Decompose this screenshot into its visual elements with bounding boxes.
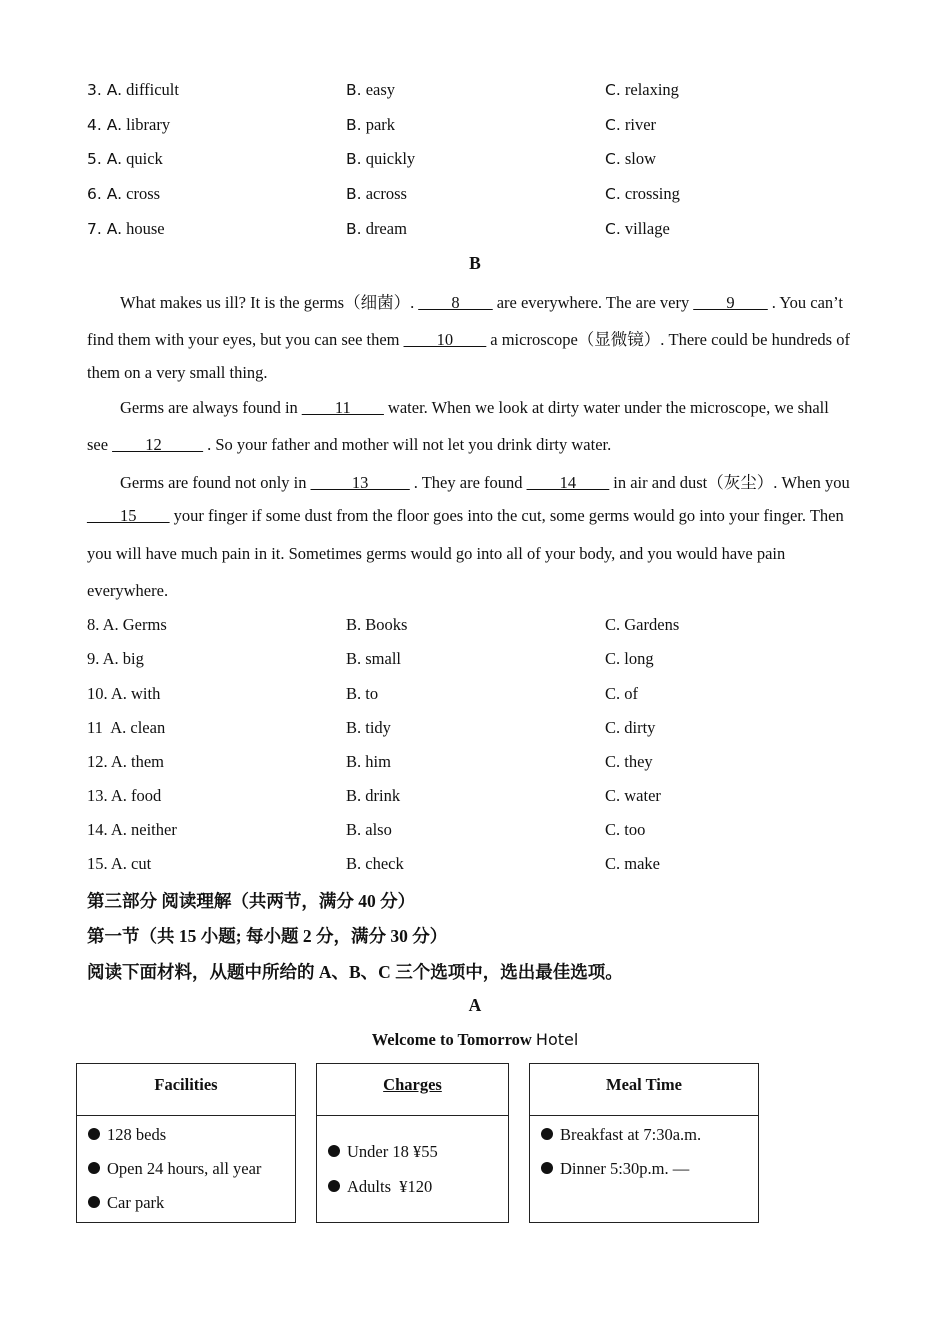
bullet-icon: [88, 1128, 100, 1140]
blank-11[interactable]: ____11____: [301, 398, 384, 417]
option-3b[interactable]: easy: [365, 80, 396, 99]
blank-9[interactable]: ____9____: [693, 293, 768, 312]
option-row-3: 3. A. difficult B. easy C. relaxing: [87, 80, 679, 99]
bullet-icon: [541, 1128, 553, 1140]
section-heading: 第三部分 阅读理解（共两节，满分 40 分）: [87, 891, 416, 911]
option-12c[interactable]: C. they: [605, 752, 653, 771]
charges-header: Charges: [317, 1064, 508, 1116]
passage-line: see ____12_____ . So your father and mother will not let you drink dirty water.: [87, 435, 612, 454]
bullet-icon: [541, 1162, 553, 1174]
option-row-10: [87, 684, 887, 708]
option-5a[interactable]: quick: [126, 149, 163, 168]
facilities-table: [76, 1063, 296, 1223]
option-7b[interactable]: dream: [365, 219, 407, 238]
option-15a[interactable]: 15. A. cut: [87, 854, 152, 873]
option-7c[interactable]: village: [624, 219, 670, 238]
blank-15[interactable]: ____15____: [87, 506, 170, 525]
passage-line: you will have much pain in it. Sometimes germs would go into all of your body, and you would have pain: [87, 544, 786, 563]
option-row-6: 6. A. cross B. across C. crossing: [87, 184, 680, 203]
facilities-header: Facilities: [77, 1064, 295, 1116]
option-13b[interactable]: B. drink: [346, 786, 401, 805]
charges-table: [316, 1063, 509, 1223]
option-11a[interactable]: 11 A. clean: [87, 718, 166, 737]
passage-line: them on a very small thing.: [87, 363, 268, 382]
option-7a[interactable]: house: [126, 219, 165, 238]
charge-item: Under 18 ¥55: [328, 1142, 438, 1162]
option-row-14: [87, 820, 887, 844]
bullet-icon: [88, 1162, 100, 1174]
section-b-title: B: [469, 253, 481, 273]
facility-item: 128 beds: [88, 1125, 166, 1145]
option-15b[interactable]: B. check: [346, 854, 404, 873]
option-4a[interactable]: library: [126, 115, 171, 134]
option-row-4: 4. A. library B. park C. river: [87, 115, 657, 134]
option-4b[interactable]: park: [365, 115, 396, 134]
option-row-12: [87, 752, 887, 776]
blank-8[interactable]: ____8____: [418, 293, 493, 312]
option-9b[interactable]: B. small: [346, 649, 402, 668]
option-8b[interactable]: B. Books: [346, 615, 408, 634]
option-3a[interactable]: difficult: [126, 80, 179, 99]
option-5b[interactable]: quickly: [365, 149, 416, 168]
bullet-icon: [328, 1180, 340, 1192]
charge-item: Adults ¥120: [328, 1177, 432, 1197]
passage-line: everywhere.: [87, 581, 169, 600]
facility-item: Car park: [88, 1193, 164, 1213]
option-15c[interactable]: C. make: [605, 854, 660, 873]
option-8c[interactable]: C. Gardens: [605, 615, 680, 634]
option-9a[interactable]: 9. A. big: [87, 649, 144, 668]
option-8a[interactable]: 8. A. Germs: [87, 615, 167, 634]
meal-item: Dinner 5:30p.m. —: [541, 1159, 689, 1179]
meal-time-table: [529, 1063, 759, 1223]
bullet-icon: [328, 1145, 340, 1157]
option-14c[interactable]: C. too: [605, 820, 646, 839]
option-10b[interactable]: B. to: [346, 684, 379, 703]
facility-item: Open 24 hours, all year: [88, 1159, 261, 1179]
option-11c[interactable]: C. dirty: [605, 718, 656, 737]
option-6c[interactable]: crossing: [624, 184, 680, 203]
option-row-8: [87, 615, 887, 639]
passage-line: ____15____ your finger if some dust from the floor goes into the cut, some germs would go into your finger. Then: [87, 506, 844, 525]
meal-time-header: Meal Time: [530, 1064, 758, 1116]
blank-14[interactable]: ____14____: [526, 473, 610, 492]
option-3c[interactable]: relaxing: [624, 80, 679, 99]
option-10c[interactable]: C. of: [605, 684, 638, 703]
option-10a[interactable]: 10. A. with: [87, 684, 161, 703]
option-12b[interactable]: B. him: [346, 752, 391, 771]
option-6a[interactable]: cross: [126, 184, 161, 203]
meal-item: Breakfast at 7:30a.m.: [541, 1125, 701, 1145]
option-row-9: [87, 649, 887, 673]
option-row-15: [87, 854, 887, 878]
passage-line: What makes us ill? It is the germs（细菌）. ____8____ are everywhere. The are very ____9____ . You can’t: [120, 293, 843, 312]
option-14b[interactable]: B. also: [346, 820, 392, 839]
option-row-13: [87, 786, 887, 810]
passage-line: find them with your eyes, but you can see them ____10____ a microscope（显微镜）. There could be hundreds of: [87, 330, 850, 349]
blank-12[interactable]: ____12_____: [112, 435, 203, 454]
section-heading: 第一节（共 15 小题; 每小题 2 分，满分 30 分）: [87, 926, 448, 946]
blank-13[interactable]: _____13_____: [310, 473, 410, 492]
option-5c[interactable]: slow: [624, 149, 657, 168]
option-11b[interactable]: B. tidy: [346, 718, 391, 737]
option-12a[interactable]: 12. A. them: [87, 752, 164, 771]
option-13c[interactable]: C. water: [605, 786, 661, 805]
option-14a[interactable]: 14. A. neither: [87, 820, 177, 839]
option-row-7: 7. A. house B. dream C. village: [87, 219, 670, 238]
option-6b[interactable]: across: [365, 184, 407, 203]
bullet-icon: [88, 1196, 100, 1208]
section-instructions: 阅读下面材料，从题中所给的 A、B、C 三个选项中，选出最佳选项。: [87, 962, 623, 982]
option-row-11: [87, 718, 887, 742]
hotel-title: Welcome to Tomorrow Hotel: [371, 1030, 579, 1049]
passage-line: Germs are always found in ____11____ water. When we look at dirty water under the microscope, we shall: [120, 398, 829, 417]
option-row-5: 5. A. quick B. quickly C. slow: [87, 149, 657, 168]
option-9c[interactable]: C. long: [605, 649, 654, 668]
blank-10[interactable]: ____10____: [403, 330, 487, 349]
option-13a[interactable]: 13. A. food: [87, 786, 162, 805]
option-4c[interactable]: river: [624, 115, 657, 134]
reading-a-title: A: [468, 995, 482, 1015]
passage-line: Germs are found not only in _____13_____ . They are found ____14____ in air and dust（灰尘）. When you: [120, 473, 850, 492]
